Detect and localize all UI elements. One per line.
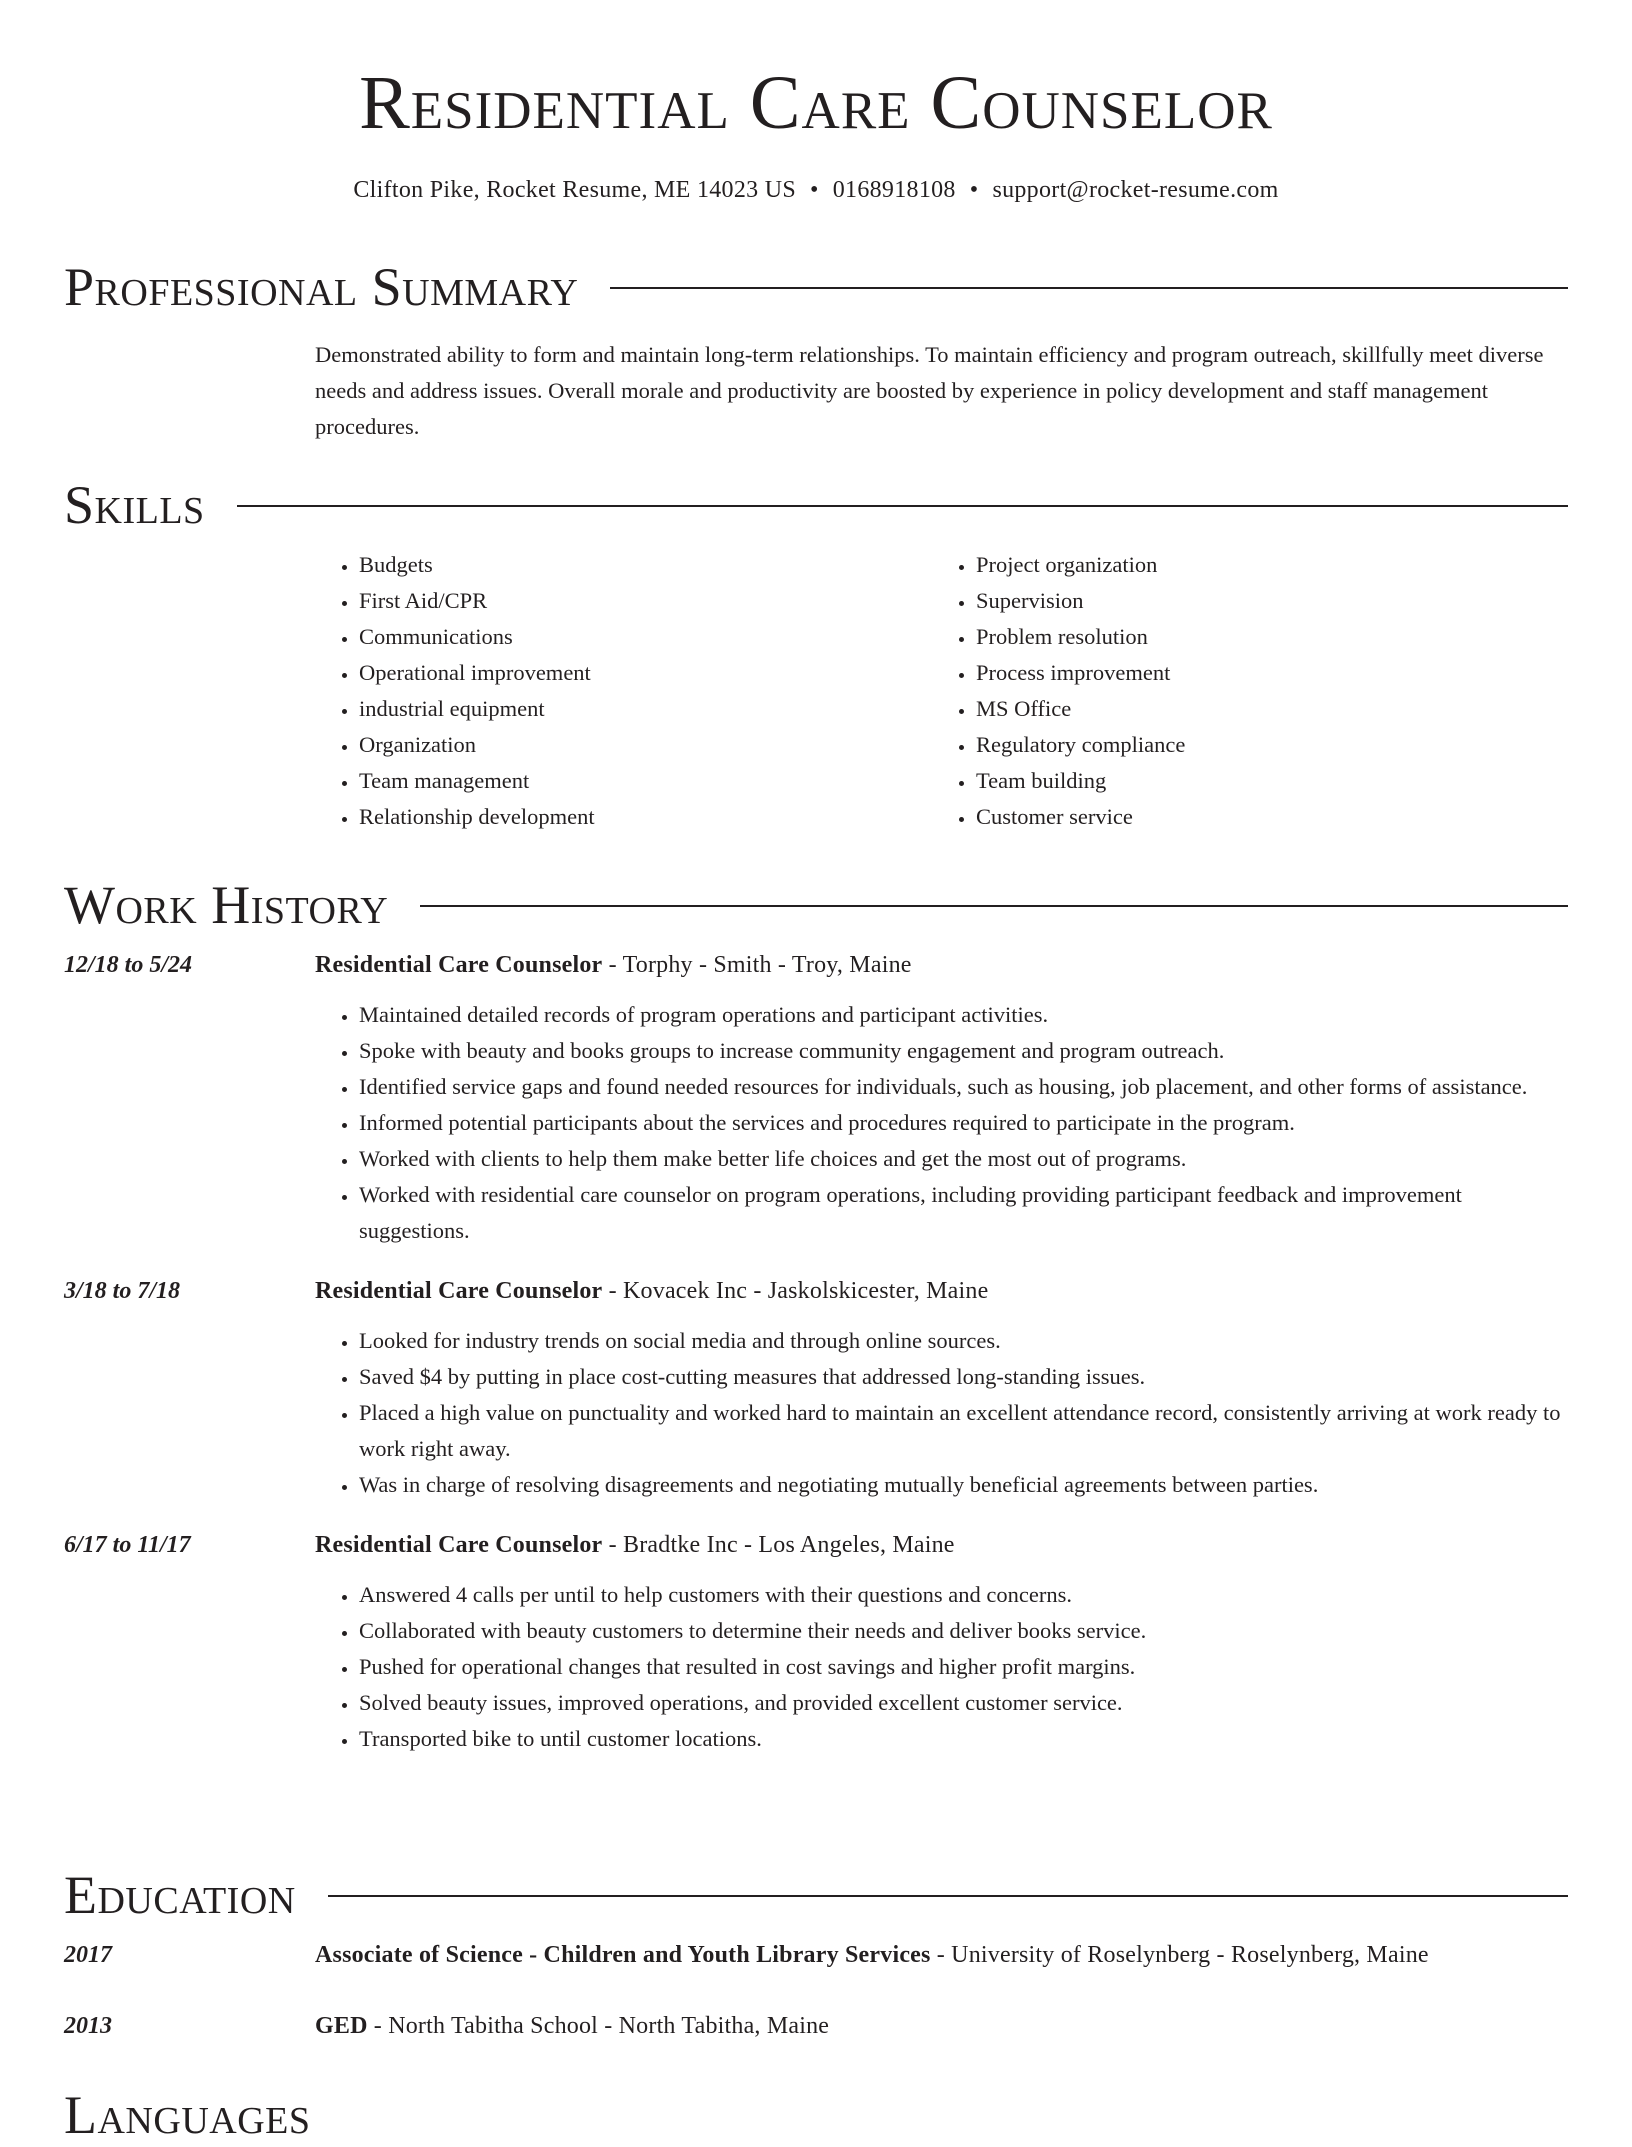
- education-year: 2013: [64, 2013, 112, 2039]
- job-bullets: [315, 1323, 1568, 1503]
- job-title: Residential Care Counselor: [315, 1278, 603, 1304]
- section-divider: [328, 1895, 1568, 1897]
- job-bullets: [315, 997, 1568, 1249]
- skill-item: • industrial equipment: [359, 691, 932, 727]
- job-employer: - Torphy - Smith - Troy, Maine: [602, 952, 912, 978]
- skill-item: • Supervision: [976, 583, 1549, 619]
- job-bullet: • Worked with residential care counselor on program operations, including providing participant feedback and improvement suggestions.: [359, 1177, 1568, 1249]
- contact-email: support@rocket-resume.com: [992, 177, 1279, 203]
- education-school: - North Tabitha School - North Tabitha, Maine: [367, 2013, 830, 2039]
- contact-address: Clifton Pike, Rocket Resume, ME 14023 US: [353, 177, 797, 203]
- skills-heading-row: [64, 473, 1568, 537]
- languages-section: [64, 2083, 1568, 2147]
- job-entry: [64, 1273, 1568, 1503]
- skill-item: • Team building: [976, 763, 1549, 799]
- skill-item: • Customer service: [976, 799, 1549, 835]
- summary-heading-row: [64, 255, 1568, 319]
- skill-item: • Relationship development: [359, 799, 932, 835]
- education-heading: Education: [64, 1865, 296, 1925]
- job-bullet: • Answered 4 calls per until to help customers with their questions and concerns.: [359, 1577, 1568, 1613]
- contact-separator: •: [969, 177, 979, 203]
- job-bullet: • Transported bike to until customer locations.: [359, 1721, 1568, 1757]
- job-bullet: • Pushed for operational changes that resulted in cost savings and higher profit margins.: [359, 1649, 1568, 1685]
- contact-phone: 0168918108: [832, 177, 956, 203]
- job-title-line: [315, 947, 1568, 983]
- job-dates: 6/17 to 11/17: [64, 1532, 191, 1558]
- summary-heading: Professional Summary: [64, 257, 579, 317]
- contact-line: [64, 174, 1568, 206]
- skills-list-right: [932, 547, 1549, 835]
- skill-item: • Budgets: [359, 547, 932, 583]
- section-divider: [610, 287, 1568, 289]
- job-entry: [64, 1527, 1568, 1757]
- candidate-name: Residential Care Counselor: [359, 61, 1273, 145]
- job-bullet: • Saved $4 by putting in place cost-cutting measures that addressed long-standing issues.: [359, 1359, 1568, 1395]
- job-dates: 12/18 to 5/24: [64, 952, 193, 978]
- education-degree: Associate of Science - Children and Youth Library Services: [315, 1942, 931, 1968]
- education-entry: [64, 2008, 1568, 2044]
- job-bullets: [315, 1577, 1568, 1757]
- job-bullet: • Maintained detailed records of program operations and participant activities.: [359, 997, 1568, 1033]
- skill-item: • Communications: [359, 619, 932, 655]
- summary-text: Demonstrated ability to form and maintain long-term relationships. To maintain efficiency and program outreach, skillfully meet diverse needs and address issues. Overall morale and productivity are boosted by experience in policy development and staff management procedures.: [315, 342, 1544, 439]
- job-title-line: [315, 1527, 1568, 1563]
- job-bullet: • Identified service gaps and found needed resources for individuals, such as housing, job placement, and other forms of assistance.: [359, 1069, 1568, 1105]
- contact-separator: •: [810, 177, 819, 203]
- skill-item: • Project organization: [976, 547, 1549, 583]
- education-section: [64, 1863, 1568, 2079]
- education-heading-row: [64, 1863, 1568, 1927]
- job-bullet: • Informed potential participants about the services and procedures required to participate in the program.: [359, 1105, 1568, 1141]
- skills-list-left: [315, 547, 932, 835]
- skills-section: [64, 473, 1568, 835]
- job-employer: - Bradtke Inc - Los Angeles, Maine: [602, 1532, 955, 1558]
- skill-item: • Problem resolution: [976, 619, 1549, 655]
- job-employer: - Kovacek Inc - Jaskolskicester, Maine: [602, 1278, 989, 1304]
- skill-item: • First Aid/CPR: [359, 583, 932, 619]
- skill-item: • Operational improvement: [359, 655, 932, 691]
- job-dates: 3/18 to 7/18: [64, 1278, 181, 1304]
- work-history-entries: [64, 947, 1568, 1757]
- job-bullet: • Looked for industry trends on social media and through online sources.: [359, 1323, 1568, 1359]
- job-title: Residential Care Counselor: [315, 952, 603, 978]
- job-title-line: [315, 1273, 1568, 1309]
- job-bullet: • Was in charge of resolving disagreements and negotiating mutually beneficial agreements between parties.: [359, 1467, 1568, 1503]
- job-bullet: • Collaborated with beauty customers to determine their needs and deliver books service.: [359, 1613, 1568, 1649]
- education-degree: GED: [315, 2013, 368, 2039]
- job-bullet: • Placed a high value on punctuality and worked hard to maintain an excellent attendance record, consistently arriving at work ready to work right away.: [359, 1395, 1568, 1467]
- education-entry: [64, 1937, 1568, 1973]
- education-entries: [64, 1937, 1568, 2044]
- skills-columns: [315, 537, 1568, 835]
- skill-item: • Regulatory compliance: [976, 727, 1549, 763]
- education-school: - University of Roselynberg - Roselynberg, Maine: [930, 1942, 1429, 1968]
- work-history-section: [64, 873, 1568, 1777]
- skill-item: • Team management: [359, 763, 932, 799]
- skill-item: • Organization: [359, 727, 932, 763]
- work-history-heading: Work History: [64, 875, 389, 935]
- job-bullet: • Spoke with beauty and books groups to increase community engagement and program outreach.: [359, 1033, 1568, 1069]
- education-title-line: [315, 2008, 1568, 2044]
- job-bullet: • Worked with clients to help them make better life choices and get the most out of programs.: [359, 1141, 1568, 1177]
- education-year: 2017: [64, 1942, 112, 1968]
- summary-section: [64, 255, 1568, 445]
- languages-heading-row: [64, 2083, 1568, 2147]
- job-entry: [64, 947, 1568, 1249]
- job-title: Residential Care Counselor: [315, 1532, 603, 1558]
- skill-item: • Process improvement: [976, 655, 1549, 691]
- work-history-heading-row: [64, 873, 1568, 937]
- education-title-line: [315, 1937, 1568, 1973]
- skill-item: • MS Office: [976, 691, 1549, 727]
- skills-heading: Skills: [64, 475, 205, 535]
- job-bullet: • Solved beauty issues, improved operations, and provided excellent customer service.: [359, 1685, 1568, 1721]
- section-divider: [237, 505, 1568, 507]
- section-divider: [420, 905, 1568, 907]
- languages-heading: Languages: [64, 2085, 311, 2145]
